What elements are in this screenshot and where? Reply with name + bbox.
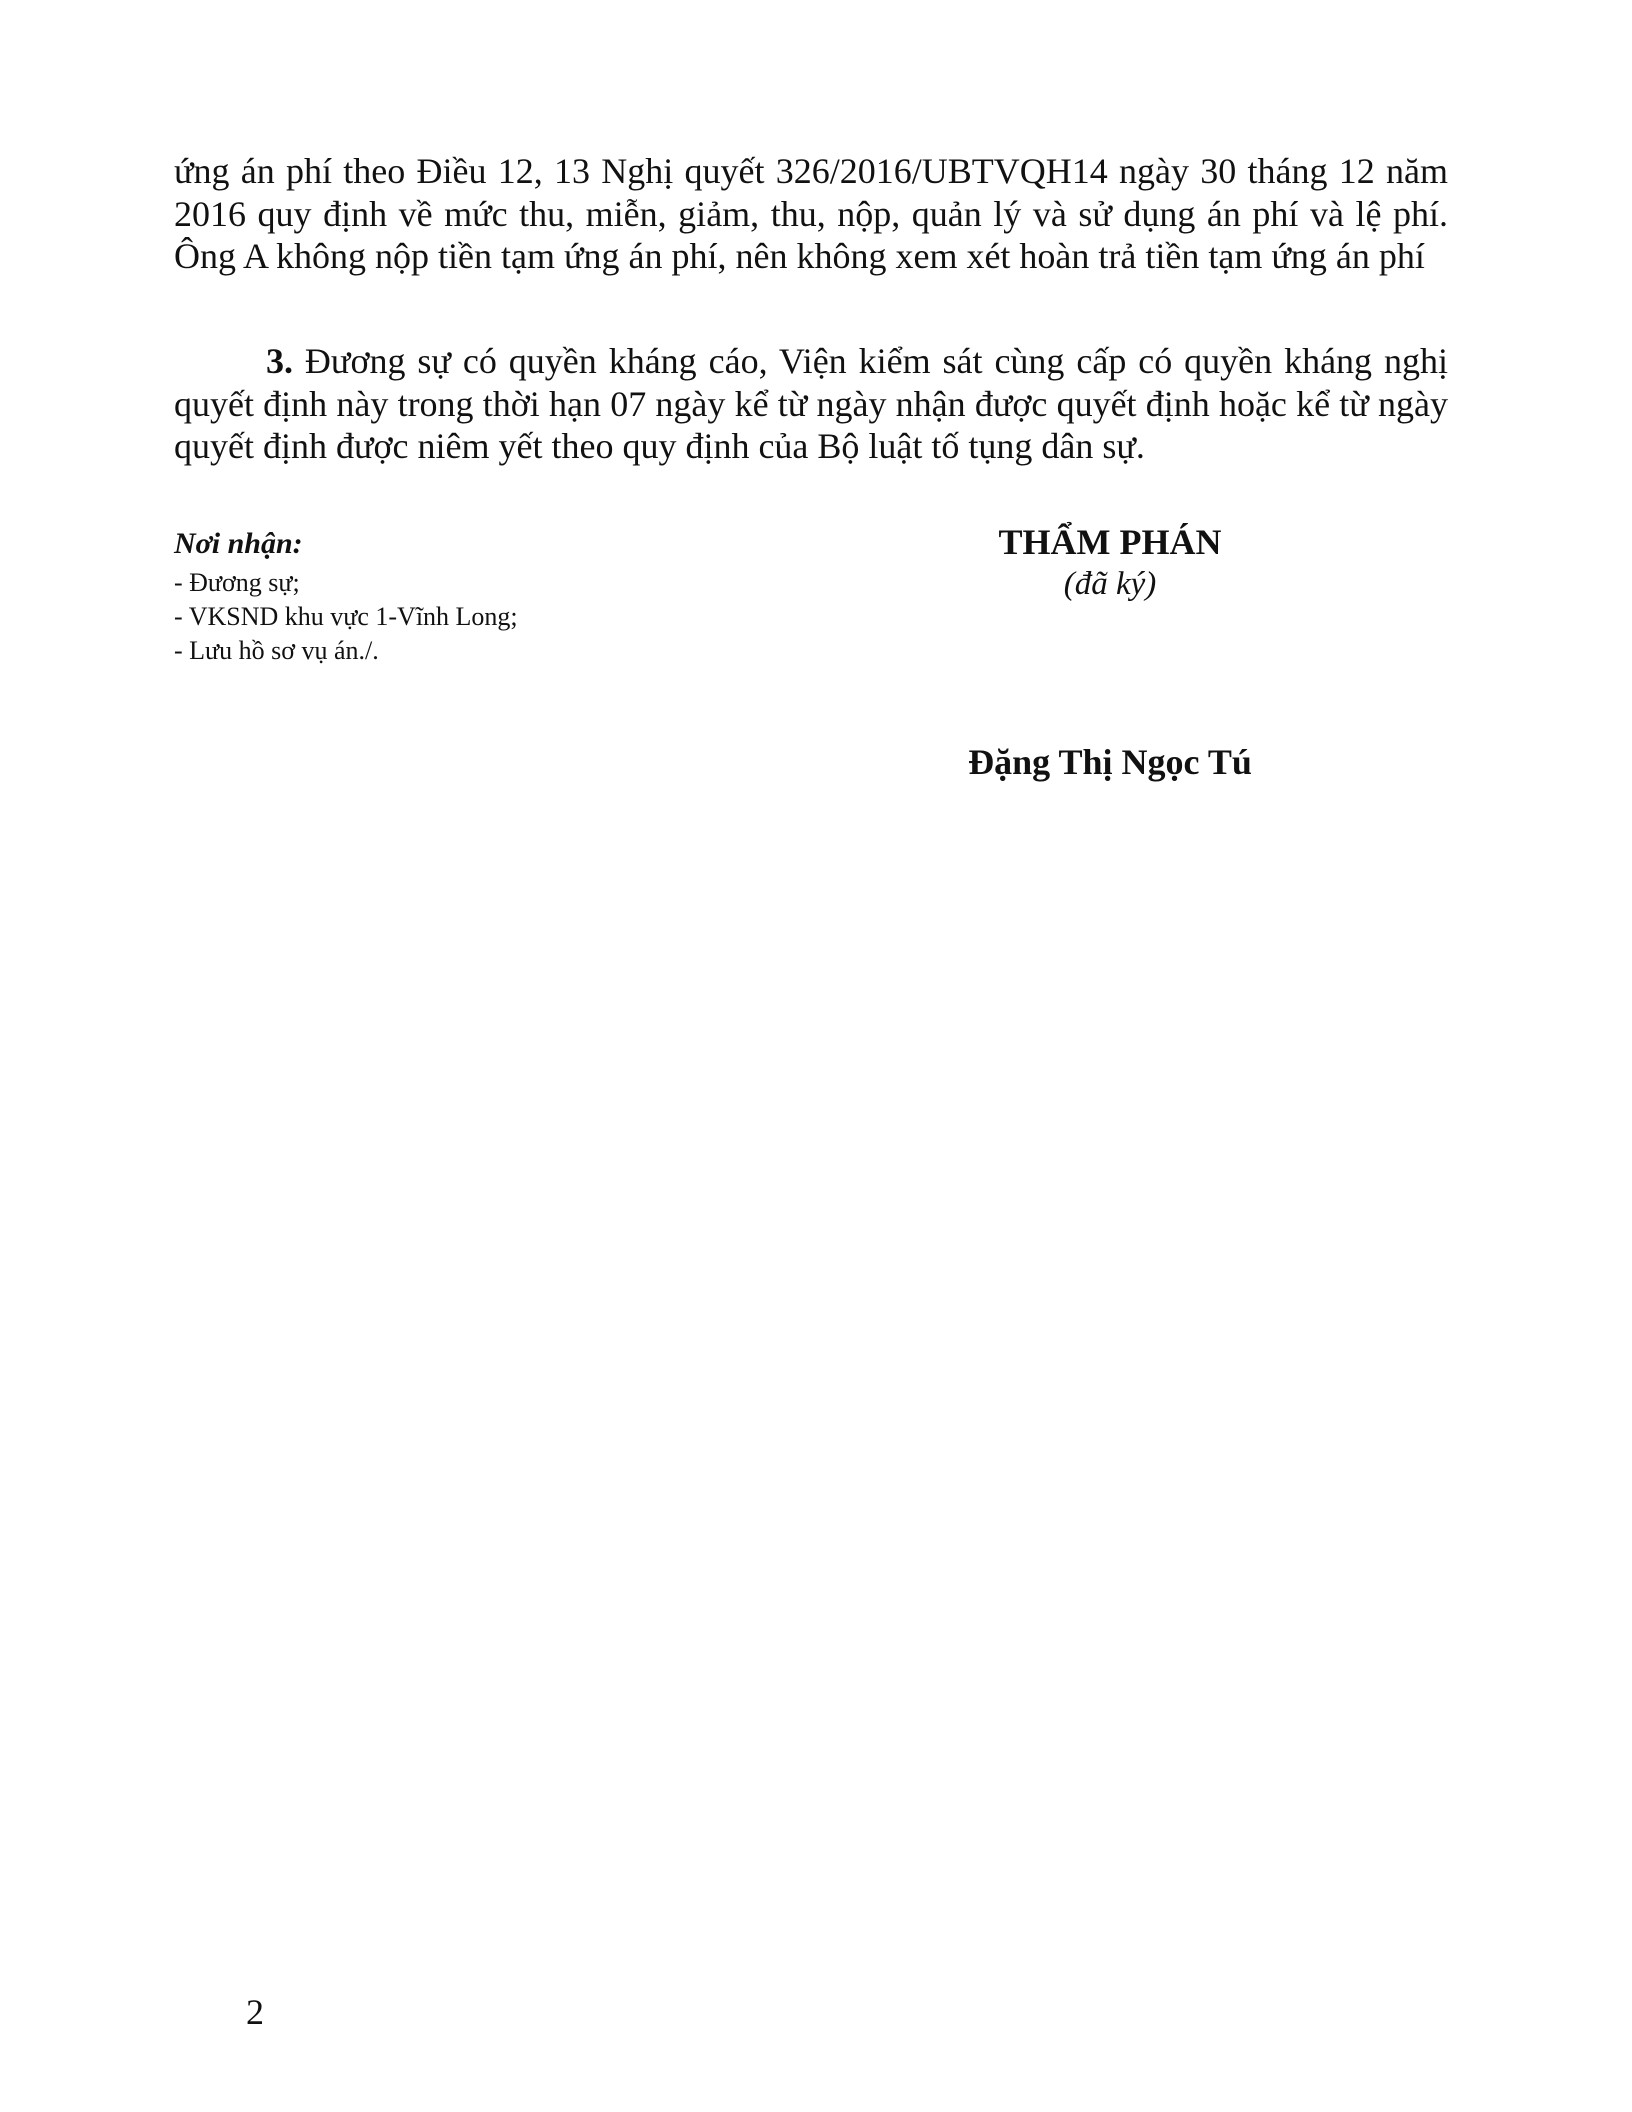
recipient-item: - Lưu hồ sơ vụ án./. — [174, 636, 379, 665]
paragraph-number: 3. — [266, 341, 293, 381]
paragraph-appeal-rights — [174, 340, 1448, 468]
paragraph-appeal-text: Đương sự có quyền kháng cáo, Viện kiểm sát cùng cấp có quyền kháng nghị quyết định này trong thời hạn 07 ngày kể từ ngày nhận được quyết định hoặc kể từ ngày quyết định được niêm yết theo quy định của Bộ luật tố tụng dân sự. — [174, 341, 1448, 466]
page-number: 2 — [246, 1992, 264, 2032]
signer-title: THẨM PHÁN — [998, 522, 1222, 562]
recipient-item: - VKSND khu vực 1-Vĩnh Long; — [174, 602, 518, 631]
recipient-item: - Đương sự; — [174, 568, 300, 597]
recipients-block — [174, 526, 694, 668]
signed-status: (đã ký) — [1063, 566, 1157, 602]
recipients-list — [174, 566, 694, 668]
signature-block — [900, 520, 1320, 604]
signer-name: Đặng Thị Ngọc Tú — [968, 742, 1252, 782]
recipients-title: Nơi nhận: — [174, 527, 303, 560]
paragraph-court-fee: ứng án phí theo Điều 12, 13 Nghị quyết 326/2016/UBTVQH14 ngày 30 tháng 12 năm 2016 quy định về mức thu, miễn, giảm, thu, nộp, quản lý và sử dụng án phí và lệ phí. Ông A không nộp tiền tạm ứng án phí, nên không xem xét hoàn trả tiền tạm ứng án phí — [174, 151, 1448, 276]
